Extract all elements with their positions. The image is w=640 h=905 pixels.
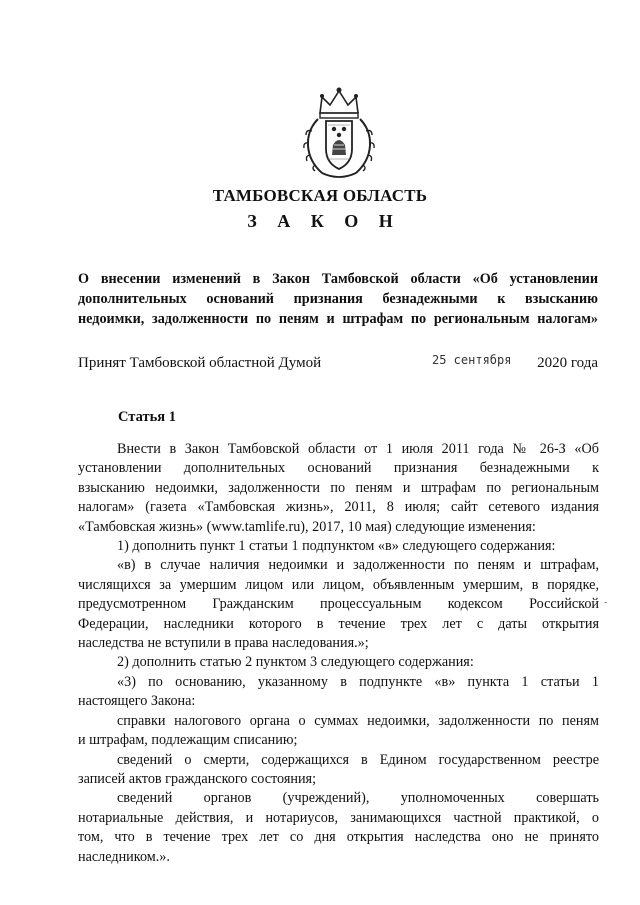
document-type-heading: З А К О Н	[247, 211, 401, 231]
article-line: предусмотренном Гражданским процессуальным кодексом Российской	[78, 596, 599, 613]
article-line: Внести в Закон Тамбовской области от 1 июля 2011 года № 26-З «Об	[117, 441, 599, 457]
article-line: «Тамбовская жизнь» (www.tamlife.ru), 2017, 10 мая) следующие изменения:	[78, 518, 536, 535]
article-body	[78, 440, 599, 867]
article-line: том, что в течение трех лет со дня открытия наследства оно не принято	[78, 829, 599, 846]
article-line: налогам» (газета «Тамбовская жизнь», 2011, 8 июля; сайт сетевого издания	[78, 499, 599, 516]
article-line: и штрафам, подлежащим списанию;	[78, 732, 298, 749]
adoption-line	[78, 355, 598, 375]
article-line: установлении дополнительных оснований признания безнадежными к	[78, 460, 599, 477]
article-line: нотариальные действия, и нотариусов, занимающихся частной практикой, о	[78, 809, 599, 826]
law-title	[78, 269, 598, 329]
article-line: взысканию недоимки, задолженности по пеням и штрафам по региональным	[78, 479, 599, 496]
margin-mark: -	[604, 597, 608, 608]
article-line: числящихся за умершим лицом или лицом, объявленным умершим, в порядке,	[78, 576, 599, 593]
article-line: справки налогового органа о суммах недоимки, задолженности по пеням	[117, 712, 599, 729]
article-heading: Статья 1	[118, 409, 176, 425]
adoption-year: 2020 года	[537, 355, 598, 371]
article-line: записей актов гражданского состояния;	[78, 770, 317, 787]
law-title-line: недоимки, задолженности по пеням и штрафам по региональным налогам»	[78, 311, 598, 327]
article-line: сведений о смерти, содержащихся в Едином государственном реестре	[117, 751, 599, 768]
article-line: наследником.».	[78, 848, 170, 865]
article-line: наследства не вступили в права наследования.»;	[78, 635, 369, 652]
region-heading: ТАМБОВСКАЯ ОБЛАСТЬ	[212, 186, 428, 205]
article-line: настоящего Закона:	[78, 693, 196, 710]
article-line: 1) дополнить пункт 1 статьи 1 подпунктом «в» следующего содержания:	[117, 538, 556, 555]
article-line: «в) в случае наличия недоимки и задолженности по пеням и штрафам,	[117, 557, 599, 574]
law-title-line: О внесении изменений в Закон Тамбовской области «Об установлении	[78, 271, 598, 287]
article-line: сведений органов (учреждений), уполномоченных совершать	[117, 790, 599, 807]
article-line: Федерации, наследники которого в течение трех лет с даты открытия	[78, 615, 599, 632]
law-title-line: дополнительных оснований признания безнадежными к взысканию	[78, 291, 598, 307]
adoption-date: 25 сентября	[432, 353, 512, 367]
article-line: 2) дополнить статью 2 пунктом 3 следующего содержания:	[117, 654, 474, 671]
coat-of-arms-icon	[298, 83, 380, 183]
article-line: «3) по основанию, указанному в подпункте «в» пункта 1 статьи 1	[117, 673, 599, 690]
adoption-text: Принят Тамбовской областной Думой	[78, 355, 322, 371]
